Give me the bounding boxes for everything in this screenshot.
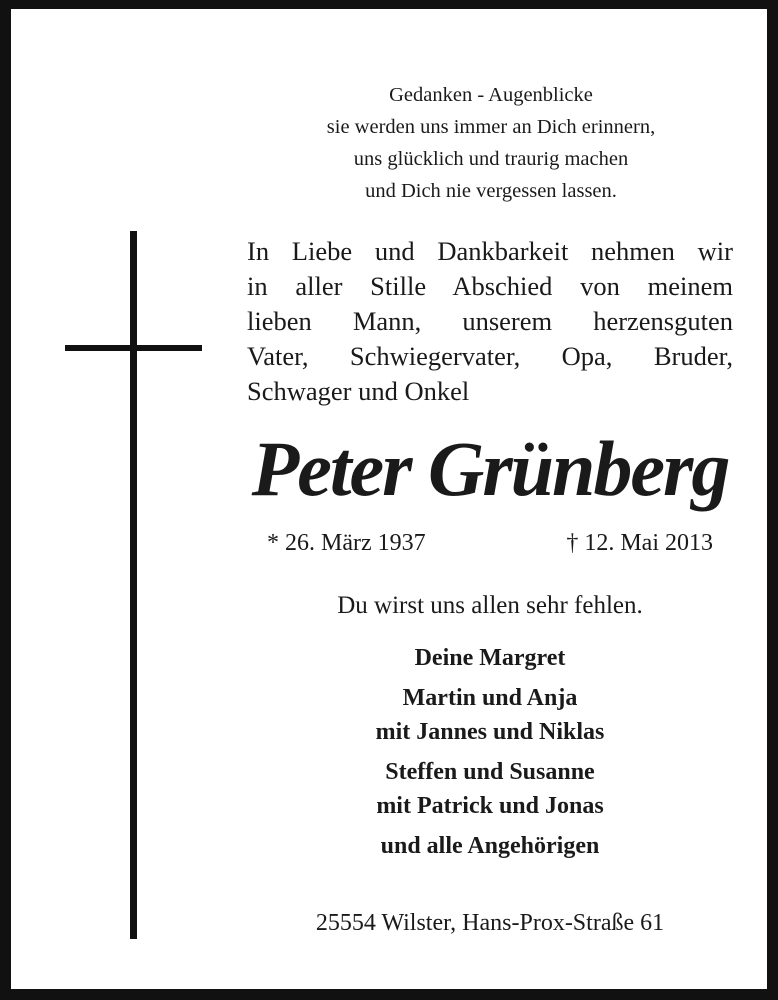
poem-line: uns glücklich und traurig machen <box>353 148 629 170</box>
mourner-group <box>247 641 733 675</box>
announcement-line: in aller Stille Abschied von meinem <box>247 271 733 301</box>
announcement-line: lieben Mann, unserem herzensguten <box>247 306 733 336</box>
mourner-line: mit Patrick und Jonas <box>376 793 604 819</box>
cross-icon <box>130 231 137 939</box>
death-date: † 12. Mai 2013 <box>566 530 713 556</box>
birth-date: * 26. März 1937 <box>267 530 426 556</box>
poem-line: und Dich nie vergessen lassen. <box>365 180 617 202</box>
mourner-group <box>247 829 733 863</box>
deceased-name: Peter Grünberg <box>251 425 729 512</box>
poem-line: sie werden uns immer an Dich erinnern, <box>326 116 656 138</box>
family-address: 25554 Wilster, Hans-Prox-Straße 61 <box>315 910 665 936</box>
mourner-line: Martin und Anja <box>402 685 578 711</box>
mourners-list <box>247 641 733 869</box>
farewell-message: Du wirst uns allen sehr fehlen. <box>337 592 643 619</box>
announcement-line: Schwager und Onkel <box>247 376 470 406</box>
announcement-text <box>247 234 733 409</box>
memorial-poem <box>261 79 721 207</box>
mourner-line: Steffen und Susanne <box>385 759 595 785</box>
mourner-line: und alle Angehörigen <box>380 833 600 859</box>
announcement-line: In Liebe und Dankbarkeit nehmen wir <box>247 236 733 266</box>
mourner-line: mit Jannes und Niklas <box>375 719 605 745</box>
mourner-group <box>247 681 733 749</box>
mourner-group <box>247 755 733 823</box>
poem-line: Gedanken - Augenblicke <box>389 84 593 106</box>
cross-icon-crossbar <box>65 345 202 351</box>
mourner-line: Deine Margret <box>414 645 566 671</box>
announcement-line: Vater, Schwiegervater, Opa, Bruder, <box>247 341 733 371</box>
